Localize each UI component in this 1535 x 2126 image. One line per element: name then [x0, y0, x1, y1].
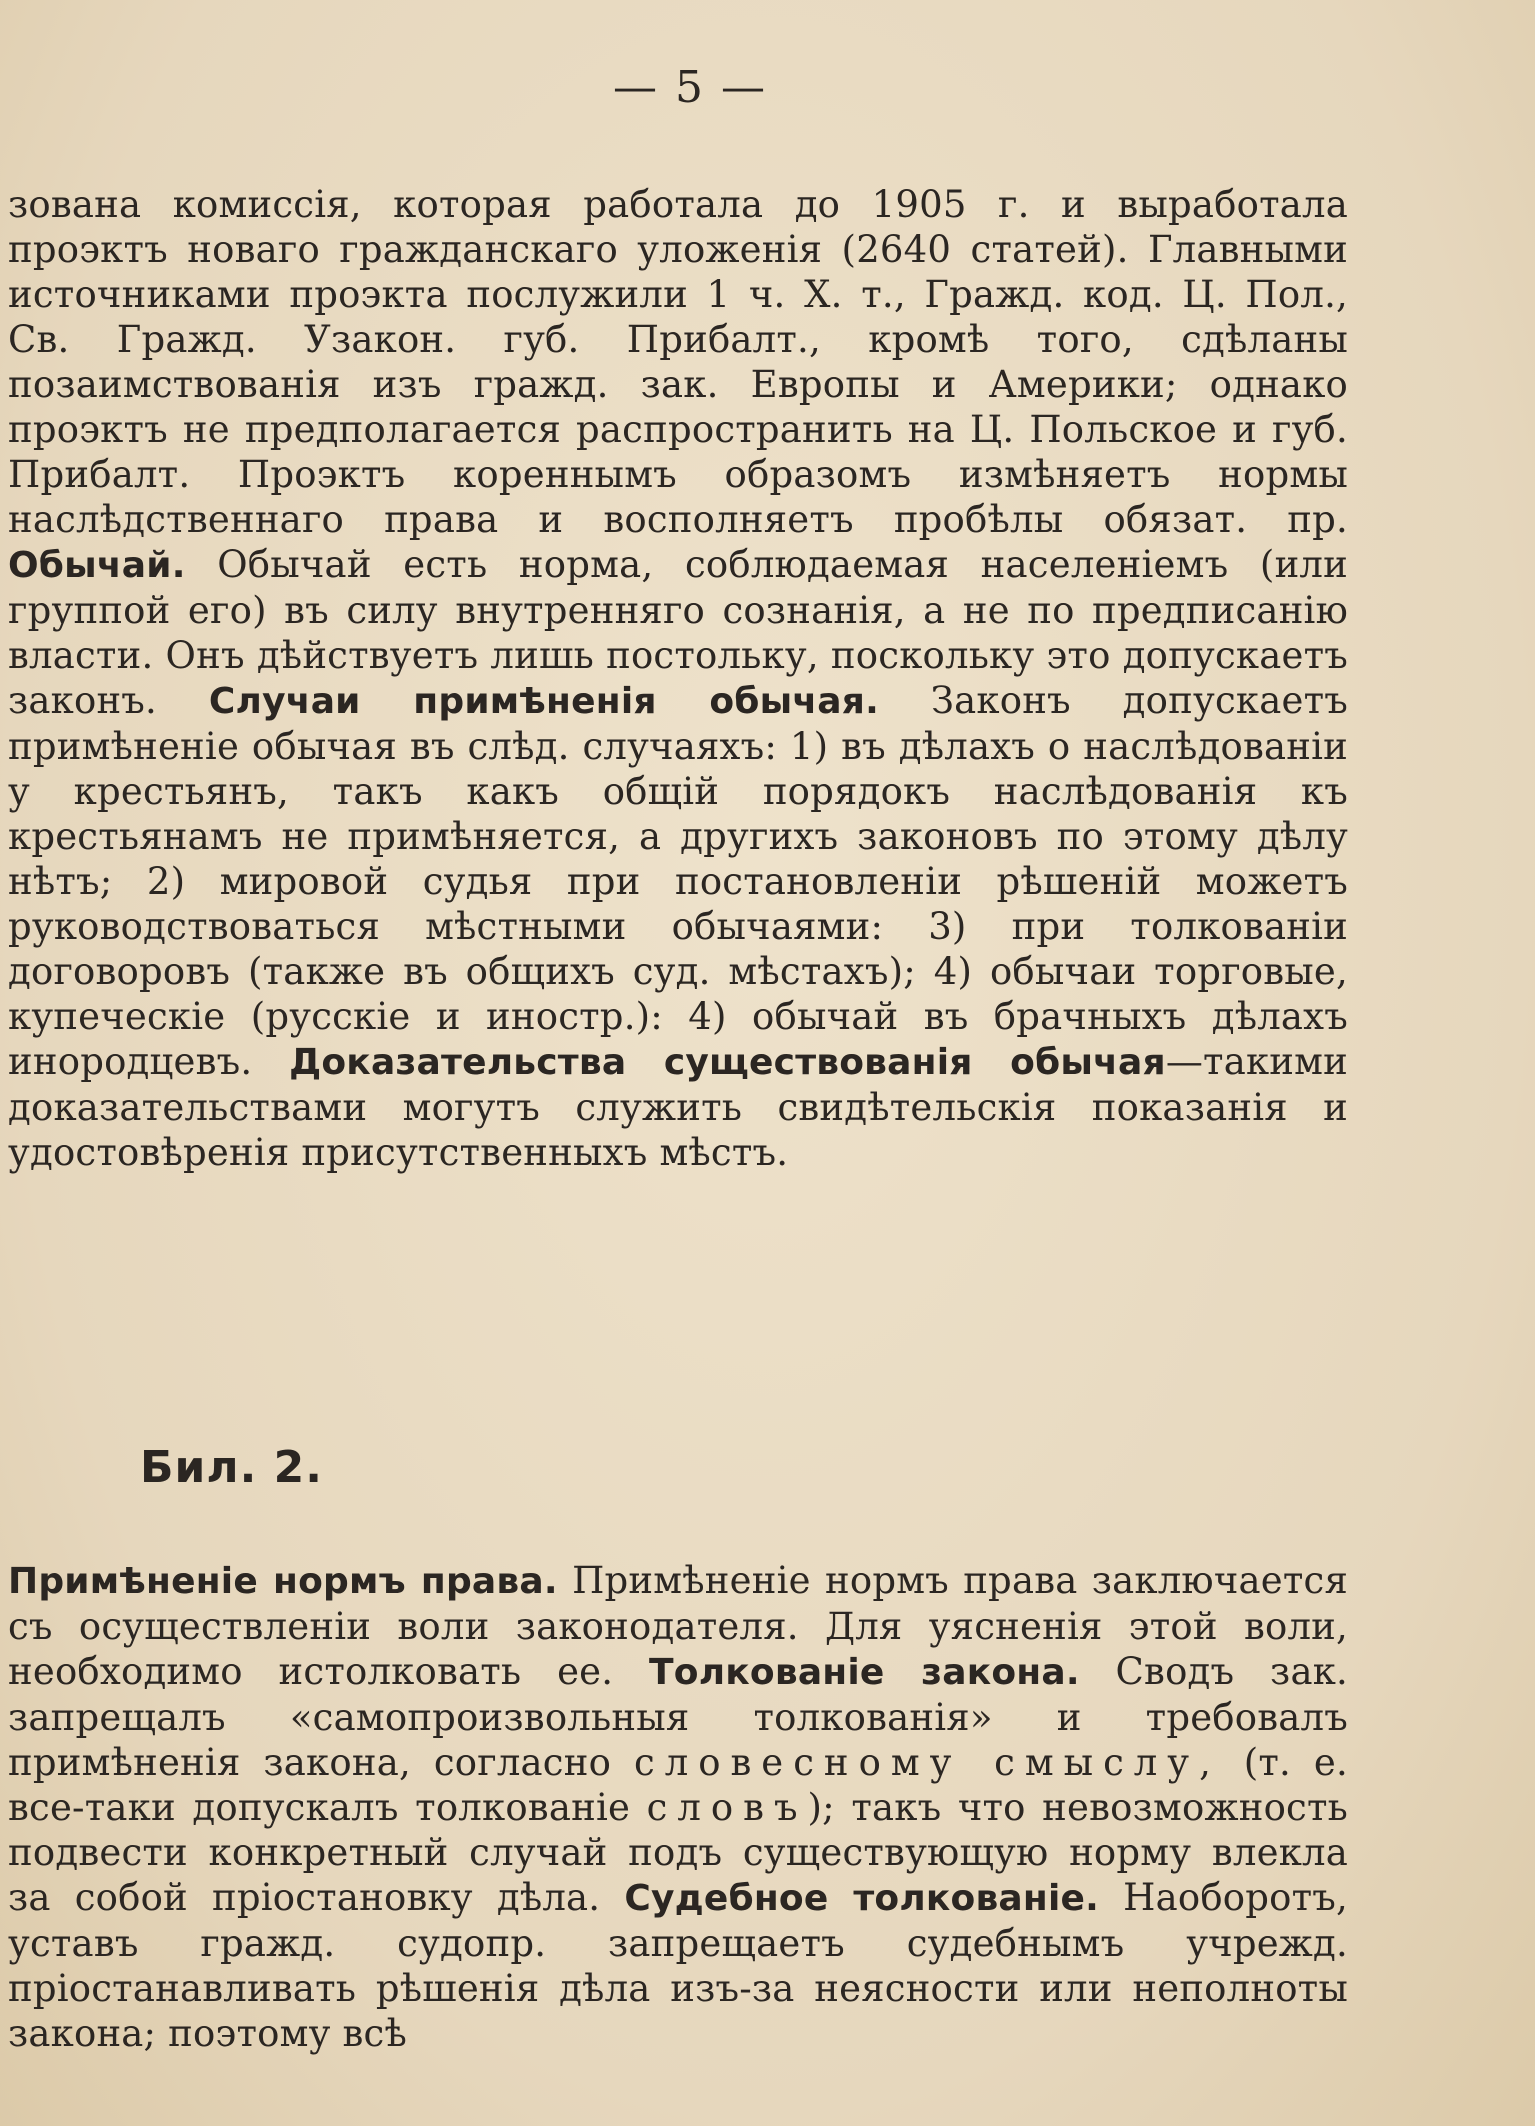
text-segment: Обычай есть норма, соблюдаемая населеніемъ (или группой его) въ силу внутренняго сознанія, а не по предписанію власти. Онъ дѣйствуетъ лишь постольку, поскольку это допускаетъ законъ. [8, 543, 1348, 722]
paragraph-customary-law [8, 182, 1348, 1175]
text-segment: (т. е. все-таки допускалъ толкованіе [8, 1741, 1348, 1829]
term-custom: Обычай. [8, 545, 186, 586]
text-segment: Примѣненіе нормъ права заключается съ осуществленіи воли законодателя. Для уясненія этой воли, необходимо истолковать ее. [8, 1559, 1348, 1693]
page-number: — 5 — [613, 62, 767, 113]
term-application-of-norms: Примѣненіе нормъ права. [8, 1561, 558, 1602]
text-segment: зована комиссія, которая работала до 1905 г. и выработала проэктъ новаго гражданскаго уложенія (2640 статей). Главными источниками проэкта послужили 1 ч. X. т., Гражд. код. Ц. Пол., Св. Гражд. Узакон. губ. Прибалт., кромѣ того, сдѣланы позаимствованія изъ гражд. зак. Европы и Америки; однако проэктъ не предполагается распространить на Ц. Польское и губ. Прибалт. Проэктъ кореннымъ образомъ измѣняетъ нормы наслѣдственнаго права и восполняетъ пробѣлы обязат. пр. [8, 183, 1348, 541]
text-segment: ); такъ что невозможность подвести конкретный случай подъ существующую норму влекла за собой пріостановку дѣла. [8, 1786, 1348, 1919]
text-segment: —такими доказательствами могутъ служить свидѣтельскія показанія и удостовѣренія присутственныхъ мѣстъ. [8, 1040, 1348, 1174]
term-cases-of-custom: Случаи примѣненія обычая. [208, 681, 879, 722]
spaced-phrase: словесному смыслу, [633, 1741, 1221, 1784]
text-segment: Наоборотъ, уставъ гражд. судопр. запрещаетъ судебнымъ учрежд. пріостанавливать рѣшенія дѣла изъ-за неясности или неполноты закона; поэтому всѣ [8, 1876, 1349, 2055]
text-segment: Сводъ зак. запрещалъ «самопроизвольныя толкованія» и требовалъ примѣненія закона, согласно [8, 1650, 1348, 1784]
term-judicial-interpretation: Судебное толкованіе. [624, 1878, 1100, 1919]
spaced-word: словъ [646, 1786, 808, 1829]
term-interpretation-of-law: Толкованіе закона. [649, 1652, 1080, 1693]
ticket-heading: Бил. 2. [140, 1442, 323, 1493]
term-evidence-of-custom: Доказательства существованія обычая [289, 1042, 1166, 1083]
text-segment: Законъ допускаетъ примѣненіе обычая въ слѣд. случаяхъ: 1) въ дѣлахъ о наслѣдованіи у крестьянъ, такъ какъ общій порядокъ наслѣдованія къ крестьянамъ не примѣняется, а другихъ законовъ по этому дѣлу нѣтъ; 2) мировой судья при постановленіи рѣшеній можетъ руководствоваться мѣстными обычаями: 3) при толкованіи договоровъ (также въ общихъ суд. мѣстахъ); 4) обычаи торговые, купеческіе (русскіе и иностр.): 4) обычай въ брачныхъ дѣлахъ инородцевъ. [8, 679, 1348, 1083]
paragraph-application-of-law [8, 1558, 1348, 2056]
